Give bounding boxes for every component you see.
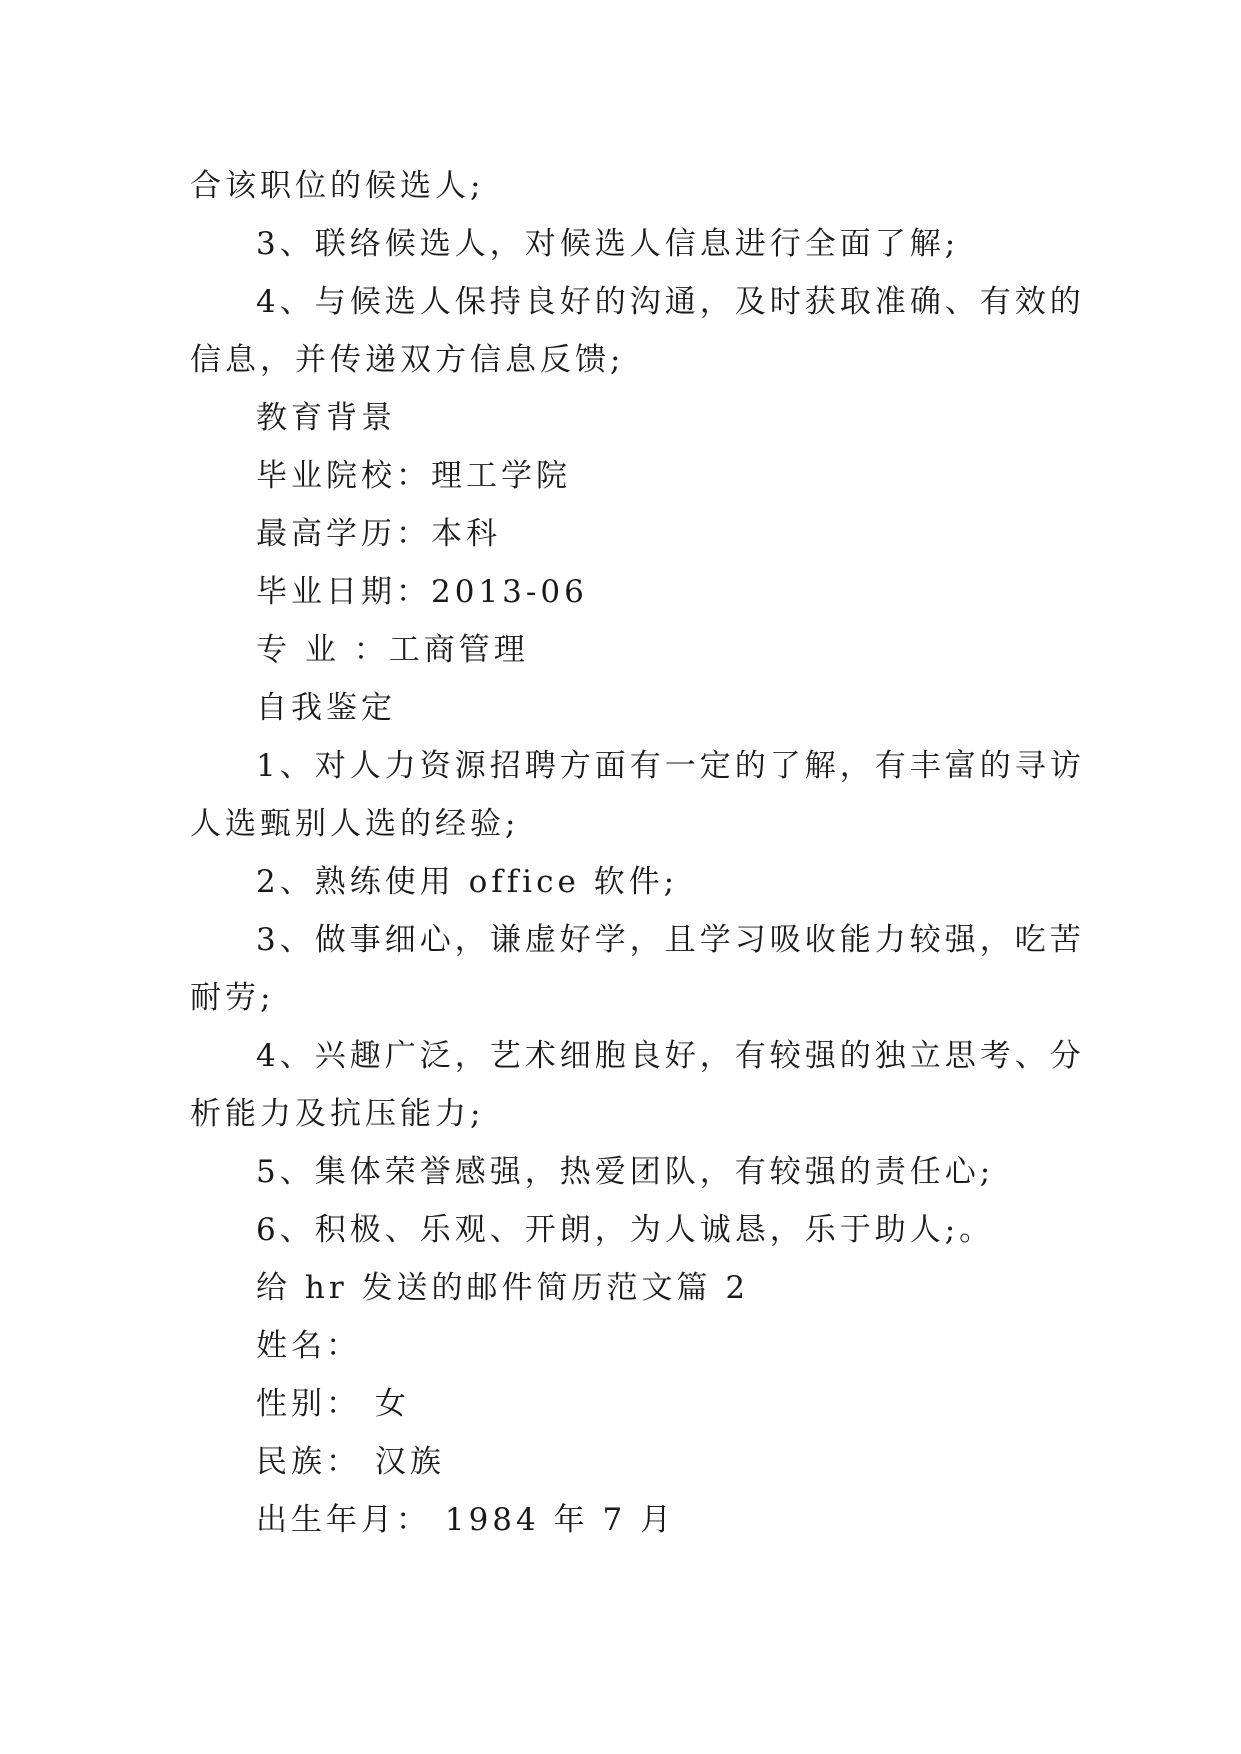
text-line: 出生年月： 1984 年 7 月 <box>256 1502 676 1538</box>
text-line: 5、集体荣誉感强，热爱团队，有较强的责任心; <box>256 1154 995 1190</box>
text-line: 2、熟练使用 office 软件; <box>256 864 679 900</box>
section-heading: 给 hr 发送的邮件简历范文篇 2 <box>256 1270 750 1306</box>
text-line: 民族： 汉族 <box>256 1444 445 1480</box>
text-line: 信息，并传递双方信息反馈; <box>190 342 625 378</box>
text-line: 最高学历：本科 <box>256 516 501 552</box>
text-line: 毕业日期：2013-06 <box>256 574 588 610</box>
text-line: 4、与候选人保持良好的沟通，及时获取准确、有效的 <box>256 284 1085 320</box>
text-line: 合该职位的候选人; <box>190 168 485 204</box>
text-line: 6、积极、乐观、开朗，为人诚恳，乐于助人;。 <box>256 1212 995 1248</box>
text-line: 姓名： <box>256 1328 361 1364</box>
text-line: 耐劳; <box>190 980 275 1016</box>
text-line: 性别： 女 <box>256 1386 410 1422</box>
section-heading: 教育背景 <box>256 400 396 436</box>
text-line: 专 业 ：工商管理 <box>256 632 529 668</box>
text-line: 毕业院校：理工学院 <box>256 458 571 494</box>
text-line: 3、联络候选人，对候选人信息进行全面了解; <box>256 226 960 262</box>
section-heading: 自我鉴定 <box>256 690 396 726</box>
text-line: 4、兴趣广泛，艺术细胞良好，有较强的独立思考、分 <box>256 1038 1085 1074</box>
text-line: 析能力及抗压能力; <box>190 1096 485 1132</box>
text-line: 人选甄别人选的经验; <box>190 806 520 842</box>
text-line: 1、对人力资源招聘方面有一定的了解，有丰富的寻访 <box>256 748 1085 784</box>
text-line: 3、做事细心，谦虚好学，且学习吸收能力较强，吃苦 <box>256 922 1085 958</box>
